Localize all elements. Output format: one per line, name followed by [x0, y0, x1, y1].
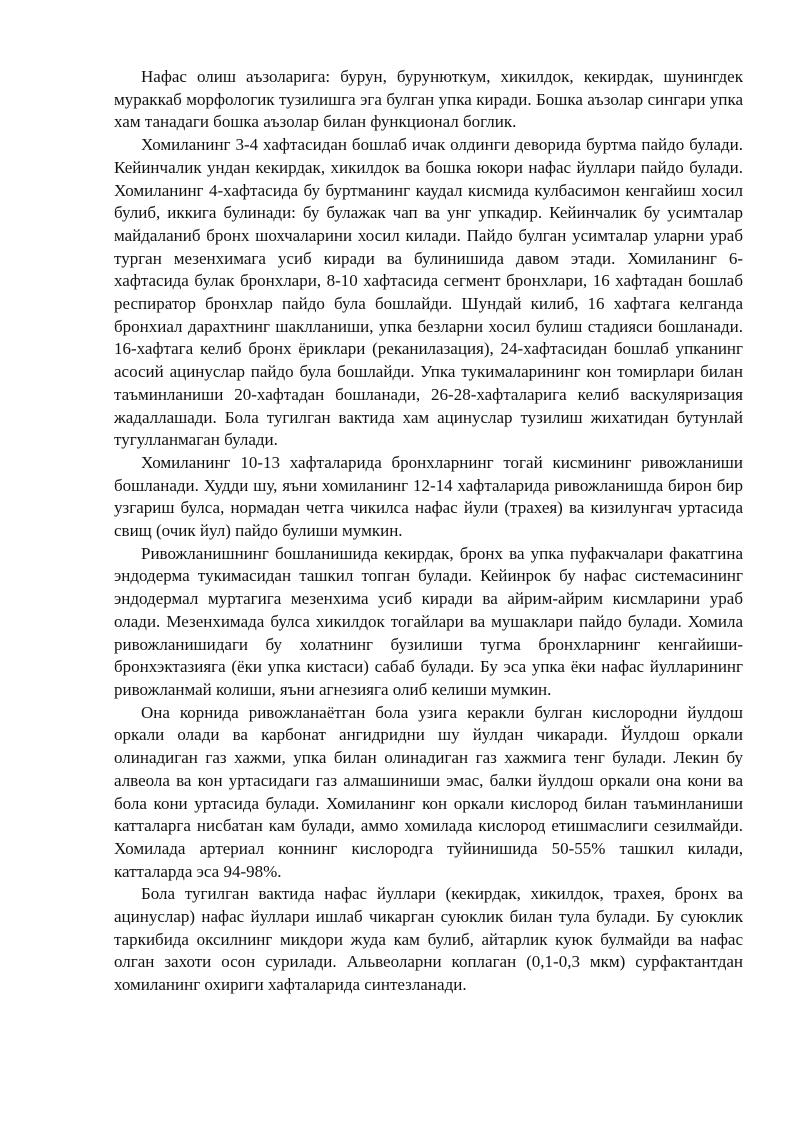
paragraph-placental-gas-exchange: Она корнида ривожланаётган бола узига керакли булган кислородни йулдош оркали олади ва карбонат ангидридни шу йулдан чикаради. Йулдош оркали олинадиган газ хажми, упка билан олинадиган газ хажмига тенг булади. Лекин бу алвеола ва кон уртасидаги газ алмашиниши эмас, балки йулдош оркали она кони ва бола кони уртасида булади. Хомиланинг кон оркали кислород билан таъминланиши катталарга нисбатан кам булади, аммо хомилада кислород етишмаслиги сезилмайди. Хомилада артериал коннинг кислородга туйинишида 50-55% ташкил килади, катталарда эса 94-98%.: [114, 702, 743, 881]
paragraph-endoderm-mesenchyme: Ривожланишнинг бошланишида кекирдак, бронх ва упка пуфакчалари факатгина эндодерма тукимасидан ташкил топган булади. Кейинрок бу нафас системасининг эндодермал муртагига мезенхима усиб киради ва айрим-айрим кисмларини ураб олади. Мезенхимада булса хикилдок тогайлари ва мушаклари пайдо булади. Хомила ривожланишидаги бу холатнинг бузилиши тугма бронхларнинг кенгайиши-бронхэктазияга (ёки упка кистаси) сабаб булади. Бу эса упка ёки нафас йулларининг ривожланмай колиши, яъни агнезияга олиб келиши мумкин.: [114, 543, 743, 699]
paragraph-bronchial-cartilage: Хомиланинг 10-13 хафталарида бронхларнинг тогай кисмининг ривожланиши бошланади. Худди шу, яъни хомиланинг 12-14 хафталарида ривожланишда бирон бир узгариш булса, нормадан четга чикилса нафас йули (трахея) ва кизилунгач уртасида свищ (очик йул) пайдо булиши мумкин.: [114, 452, 743, 541]
paragraph-respiratory-organs: Нафас олиш аъзоларига: бурун, бурунюткум, хикилдок, кекирдак, шунингдек мураккаб морфологик тузилишга эга булган упка киради. Бошка аъзолар сингари упка хам танадаги бошка аъзолар билан функционал боглик.: [114, 67, 743, 132]
paragraph-embryonic-development: Хомиланинг 3-4 хафтасидан бошлаб ичак олдинги деворида буртма пайдо булади. Кейинчалик ундан кекирдак, хикилдок ва бошка юкори нафас йуллари пайдо булади. Хомиланинг 4-хафтасида бу буртманинг каудал кисмида кулбасимон кенгайиш хосил булиб, иккига булинади: бу булажак чап ва унг упкадир. Кейинчалик бу усимталар майдаланиб бронх шохчаларини хосил килади. Пайдо булган усимталар уларни ураб турган мезенхимага усиб киради ва булинишида давом этади. Хомиланинг 6-хафтасида булак бронхлари, 8-10 хафтасида сегмент бронхлари, 16 хафтадан бошлаб респиратор бронхлар пайдо була бошлайди. Шундай килиб, 16 хафтага келганда бронхиал дарахтнинг шаклланиши, упка безларни хосил булиш стадияси бошланади. 16-хафтага келиб бронх ёриклари (реканилазация), 24-хафтасидан бошлаб упканинг асосий ацинуслар пайдо була бошлайди. Упка тукималарининг кон томирлари билан таъминланиши 20-хафтадан бошланади, 26-28-хафталарига келиб васкуляризация жадаллашади. Бола тугилган вактида хам ацинуслар тузилиш жихатидан бутунлай тугулланмаган булади.: [114, 135, 743, 450]
paragraph-airway-fluid: Бола тугилган вактида нафас йуллари (кекирдак, хикилдок, трахея, бронх ва ацинуслар) нафас йуллари ишлаб чикарган суюклик билан тула булади. Бу суюклик таркибида оксилнинг микдори жуда кам булиб, айтарлик куюк булмайди ва нафас олган захоти осон сурилади. Альвеоларни коплаган (0,1-0,3 мкм) сурфактантдан хомиланинг охириги хафталарида синтезланади.: [114, 884, 743, 995]
document-page: [114, 66, 743, 997]
